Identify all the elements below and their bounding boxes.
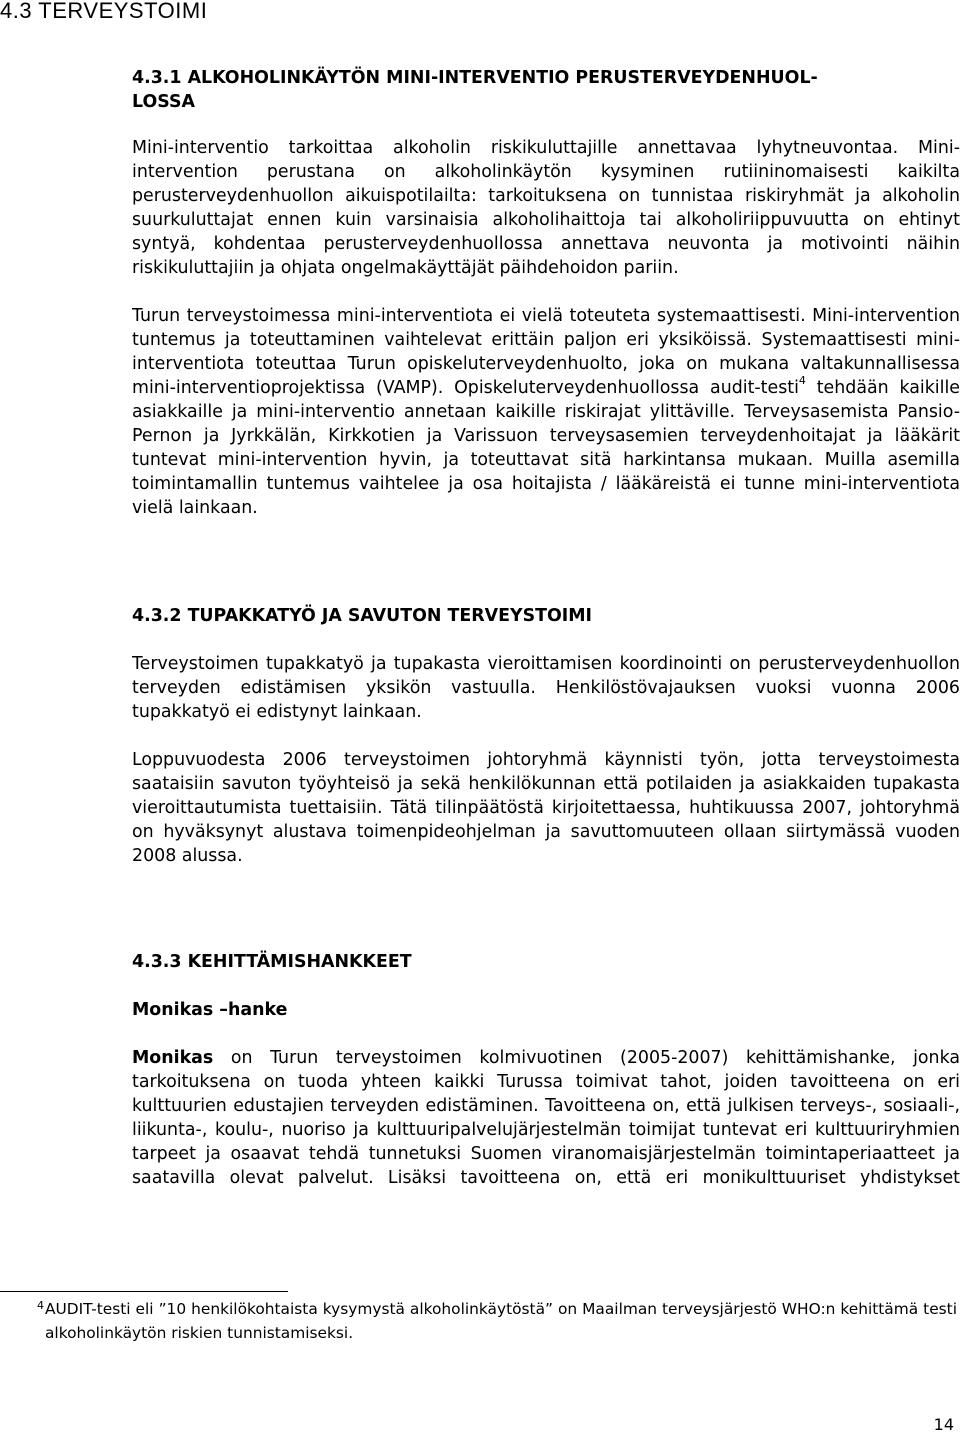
section-heading-line: LOSSA: [132, 92, 195, 112]
paragraph-turku-status: [132, 304, 960, 520]
footnote: [37, 1297, 957, 1345]
section-heading-line: 4.3.1 ALKOHOLINKÄYTÖN MINI-INTERVENTIO PERUSTERVEYDENHUOL-: [132, 68, 818, 88]
section-heading-tobacco: 4.3.2 TUPAKKATYÖ JA SAVUTON TERVEYSTOIMI: [132, 606, 593, 626]
paragraph-monikas: [132, 1046, 960, 1190]
paragraph-mini-intervention: Mini-interventio tarkoittaa alkoholin riskikuluttajille annettavaa lyhytneuvontaa. Mini-intervention perustana on alkoholinkäytön kysyminen rutiininomaisesti kaikilta perusterveydenhuollon aikuispotilailta: tarkoituksena on tunnistaa riskiryhmät ja alkoholin suurkuluttajat ennen kuin varsinaisia alkoholihaittoja tai alkoholiriippuvuutta on ehtinyt syntyä, kohdentaa perusterveydenhuollossa annettava neuvonta ja motivointi näihin riskikuluttajiin ja ohjata ongelmakäyttäjät päihdehoidon pariin.: [132, 138, 960, 278]
footnote-text: AUDIT-testi eli ”10 henkilökohtaista kysymystä alkoholinkäytöstä” on Maailman terveysjärjestö WHO:n kehittämä testi alkoholinkäytön riskien tunnistamiseksi.: [45, 1300, 957, 1342]
footnote-separator: [0, 1291, 288, 1292]
text-run: Turun terveystoimessa mini-interventiota ei vielä toteuteta systemaattisesti. Mini-intervention tuntemus ja toteuttaminen vaihtelevat erittäin paljon eri yksiköissä. Systemaattisesti mini-interventiota toteuttaa Turun opiskeluterveydenhuolto, joka on mukana valtakunnallisessa mini-interventioprojektissa (VAMP). Opiskeluterveydenhuollossa audit-testi: [132, 306, 960, 398]
chapter-heading: 4.3 TERVEYSTOIMI: [0, 0, 208, 23]
paragraph-smoke-free: Loppuvuodesta 2006 terveystoimen johtoryhmä käynnisti työn, jotta terveystoimesta saataisiin savuton työyhteisö ja sekä henkilökunnan että potilaiden ja asiakkaiden tupakasta vieroittautumista tuettaisiin. Tätä tilinpäätöstä kirjoitettaessa, huhtikuussa 2007, johtoryhmä on hyväksynyt alustava toimenpideohjelman ja savuttomuuteen ollaan siirtymässä vuoden 2008 alussa.: [132, 750, 960, 866]
footnote-reference[interactable]: 4: [798, 374, 806, 388]
subheading-monikas: Monikas –hanke: [132, 1000, 288, 1020]
text-run: on Turun terveystoimen kolmivuotinen (2005-2007) kehittämishanke, jonka tarkoituksena on tuoda yhteen kaikki Turussa toimivat tahot, joiden tavoitteena on eri kulttuurien edustajien terveyden edistäminen. Tavoitteena on, että julkisen terveys-, sosiaali-, liikunta-, koulu-, nuoriso ja kulttuuripalvelujärjestelmän toimijat tuntevat eri kulttuuriryhmien tarpeet ja osaavat tehdä tunnetuksi Suomen viranomaisjärjestelmän toimintaperiaatteet ja saatavilla olevat palvelut. Lisäksi tavoitteena on, että eri monikulttuuriset yhdistykset: [132, 1048, 960, 1188]
section-heading-alcohol: [132, 66, 960, 114]
section-heading-projects: 4.3.3 KEHITTÄMISHANKKEET: [132, 952, 412, 972]
paragraph-tobacco-coordination: Terveystoimen tupakkatyö ja tupakasta vieroittamisen koordinointi on perusterveydenhuollon terveyden edistämisen yksikön vastuulla. Henkilöstövajauksen vuoksi vuonna 2006 tupakkatyö ei edistynyt lainkaan.: [132, 654, 960, 722]
footnote-mark: 4: [37, 1299, 44, 1312]
text-run: tehdään kaikille asiakkaille ja mini-interventio annetaan kaikille riskirajat ylittäville. Terveysasemista Pansio-Pernon ja Jyrkkälän, Kirkkotien ja Varissuon terveysasemien terveydenhoitajat ja lääkärit tuntevat mini-intervention hyvin, ja toteuttavat sitä harkintansa mukaan. Muilla asemilla toimintamallin tuntemus vaihtelee ja osa hoitajista / lääkäreistä ei tunne mini-interventiota vielä lainkaan.: [132, 378, 960, 518]
page-number: 14: [933, 1415, 954, 1434]
bold-term: Monikas: [132, 1048, 214, 1068]
document-body: [132, 66, 960, 1190]
